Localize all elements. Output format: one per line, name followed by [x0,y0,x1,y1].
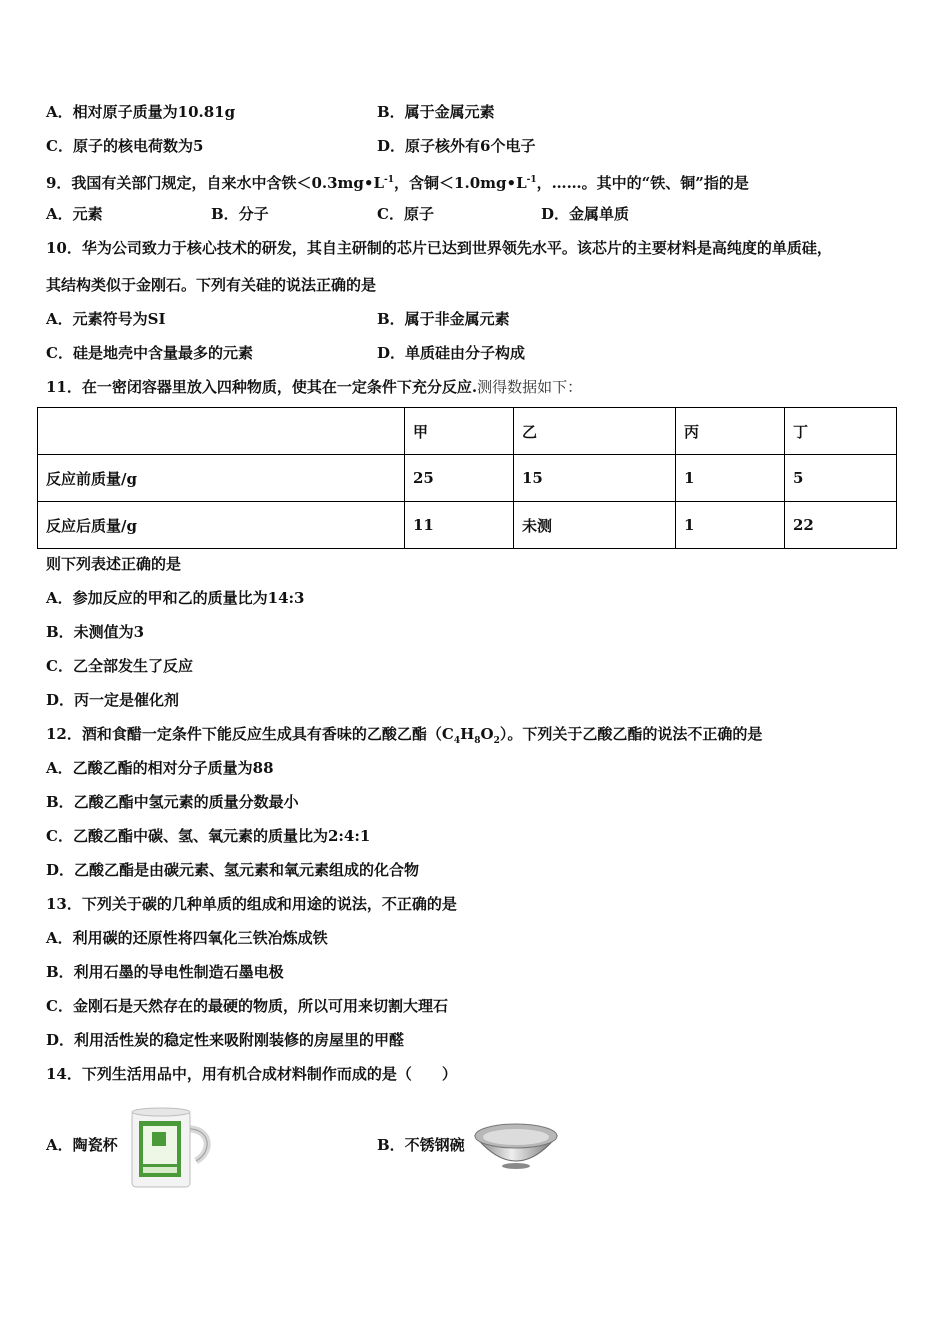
q13-stem: 13．下列关于碳的几种单质的组成和用途的说法，不正确的是 [46,895,457,913]
ceramic-mug-image [128,1103,218,1193]
q11-option-b: B．未测值为3 [46,623,145,641]
q14-option-a: A．陶瓷杯 [46,1136,118,1154]
table-cell: 反应后质量/g [38,502,405,549]
table-cell: 甲 [405,408,514,455]
q11-stem: 11．在一密闭容器里放入四种物质，使其在一定条件下充分反应.测得数据如下： [46,378,583,396]
table-cell: 5 [785,455,897,502]
table-cell: 丙 [676,408,785,455]
q10-stem-line2: 其结构类似于金刚石。下列有关硅的说法正确的是 [46,276,377,294]
q8-option-b: B．属于金属元素 [377,103,495,121]
table-row [38,455,897,502]
q8-option-a: A．相对原子质量为10.81g [46,103,236,121]
q12-stem: 12．酒和食醋一定条件下能反应生成具有香味的乙酸乙酯$(C_4H_8O_2)$。下列关于乙酸乙酯的说法不正确的是 [46,725,763,746]
table-cell: 丁 [785,408,897,455]
q11-option-a: A．参加反应的甲和乙的质量比为14:3 [46,589,305,607]
q13-option-a: A．利用碳的还原性将四氧化三铁冶炼成铁 [46,929,328,947]
table-cell: 反应前质量/g [38,455,405,502]
q13-option-c: C．金刚石是天然存在的最硬的物质，所以可用来切割大理石 [46,997,448,1015]
q9-option-b: B．分子 [211,205,269,223]
q11-data-table [37,407,897,549]
table-cell: 乙 [514,408,676,455]
q11-question: 则下列表述正确的是 [46,555,182,573]
q9-option-d: D．金属单质 [541,205,630,223]
table-cell: 15 [514,455,676,502]
q10-stem-line1: 10．华为公司致力于核心技术的研发，其自主研制的芯片已达到世界领先水平。该芯片的主要材料是高纯度的单质硅， [46,239,832,257]
table-cell: 1 [676,502,785,549]
q10-option-c: C．硅是地壳中含量最多的元素 [46,344,253,362]
table-header-row [38,408,897,455]
q10-option-a: A．元素符号为SI [46,310,166,328]
q14-stem: 14．下列生活用品中，用有机合成材料制作而成的是（ ） [46,1065,457,1083]
q8-option-c: C．原子的核电荷数为5 [46,137,204,155]
q10-option-d: D．单质硅由分子构成 [377,344,526,362]
steel-bowl-image [472,1114,560,1174]
q13-option-d: D．利用活性炭的稳定性来吸附刚装修的房屋里的甲醛 [46,1031,405,1049]
q9-option-a: A．元素 [46,205,103,223]
q12-option-c: C．乙酸乙酯中碳、氢、氧元素的质量比为2:4:1 [46,827,371,845]
table-cell [38,408,405,455]
q12-option-a: A．乙酸乙酯的相对分子质量为88 [46,759,274,777]
q13-option-b: B．利用石墨的导电性制造石墨电极 [46,963,284,981]
q9-option-c: C．原子 [377,205,434,223]
table-row [38,502,897,549]
q12-option-d: D．乙酸乙酯是由碳元素、氢元素和氧元素组成的化合物 [46,861,420,879]
q8-option-d: D．原子核外有6个电子 [377,137,536,155]
table-cell: 22 [785,502,897,549]
table-cell: 25 [405,455,514,502]
q11-option-d: D．丙一定是催化剂 [46,691,180,709]
table-cell: 未测 [514,502,676,549]
table-cell: 11 [405,502,514,549]
q10-option-b: B．属于非金属元素 [377,310,510,328]
q14-option-b: B．不锈钢碗 [377,1136,465,1154]
table-cell: 1 [676,455,785,502]
q11-option-c: C．乙全部发生了反应 [46,657,193,675]
q12-option-b: B．乙酸乙酯中氢元素的质量分数最小 [46,793,299,811]
q9-stem: 9．我国有关部门规定，自来水中含铁$<0.3mg•L^{-1}$，含铜$<1.0mg•L^{-1}$，……。其中的“铁、铜”指的是 [46,174,749,192]
